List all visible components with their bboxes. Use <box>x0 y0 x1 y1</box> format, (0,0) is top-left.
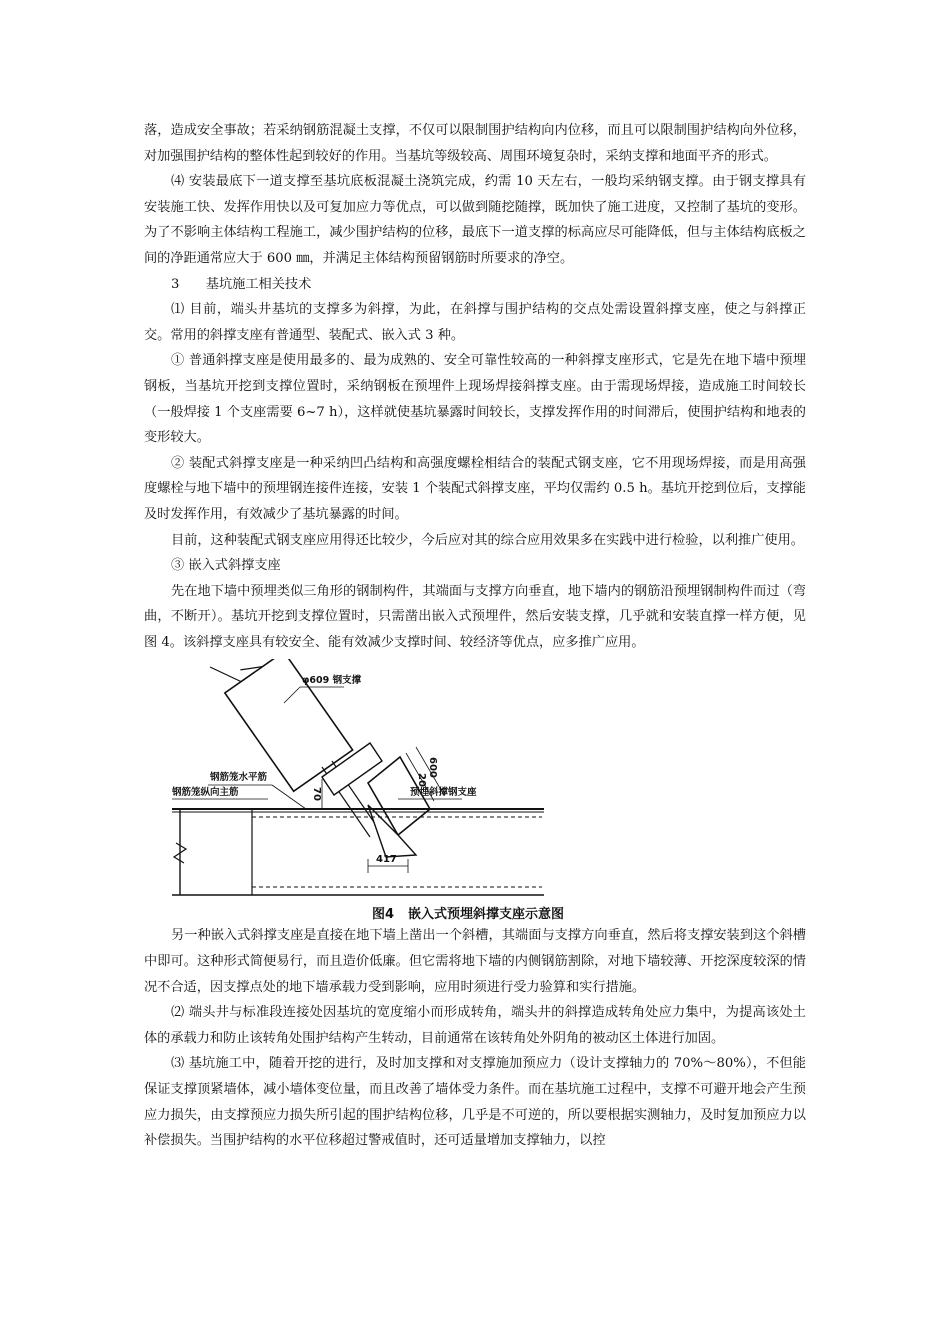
break-line <box>210 667 244 683</box>
caption-text: 嵌入式预埋斜撑支座示意图 <box>408 907 565 923</box>
document-page <box>144 118 806 1154</box>
break-mark <box>174 843 186 863</box>
figure-4 <box>144 659 806 921</box>
top-text-block <box>144 118 806 655</box>
paragraph: ⑵ 端头井与标准段连接处因基坑的宽度缩小而形成转角，端头井的斜撑造成转角处应力集中，为提高该处土体的承载力和防止该转角处围护结构产生转动，目前通常在该转角处外阴角的被动区土体进行加固。 <box>144 1005 806 1046</box>
dimension-417: 417 <box>376 854 397 866</box>
leader-line <box>272 785 306 809</box>
label-steel-strut: φ609 钢支撑 <box>302 675 362 687</box>
dimension-70: 70 <box>311 787 322 802</box>
paragraph: 落，造成安全事故；若采纳钢筋混凝土支撑，不仅可以限制围护结构向内位移，而且可以限制围护结构向外位移，对加强围护结构的整体性起到较好的作用。当基坑等级较高、周围环境复杂时，采纳支撑和地面平齐的形式。 <box>144 123 806 164</box>
caption-number: 图4 <box>371 907 395 923</box>
paragraph: ① 普通斜撑支座是使用最多的、最为成熟的、安全可靠性较高的一种斜撑支座形式，它是先在地下墙中预埋钢板，当基坑开挖到支撑位置时，采纳钢板在预埋件上现场焊接斜撑支座。由于需现场焊接，造成施工时间较长（一般焊接 1 个支座需要 6~7 h），这样就使基坑暴露时间较长，支撑发挥作用的时间滞后，使围护结构和地表的变形较大。 <box>144 353 806 446</box>
paragraph: ⑴ 目前，端头井基坑的支撑多为斜撑，为此，在斜撑与围护结构的交点处需设置斜撑支座，使之与斜撑正交。常用的斜撑支座有普通型、装配式、嵌入式 3 种。 <box>144 302 806 343</box>
embedded-seat-diagram <box>172 659 552 903</box>
bottom-text-block <box>144 923 806 1153</box>
paragraph: ③ 嵌入式斜撑支座 <box>171 558 281 574</box>
paragraph: ⑶ 基坑施工中，随着开挖的进行，及时加支撑和对支撑施加预应力（设计支撑轴力的 70%～80%），不但能保证支撑顶紧墙体，减小墙体变位量，而且改善了墙体受力条件。而在基坑施工过程中，支撑不可避开地会产生预应力损失，由支撑预应力损失所引起的围护结构位移，几乎是不可逆的，所以要根据实测轴力，及时复加预应力以补偿损失。当围护结构的水平位移超过警戒值时，还可适量增加支撑轴力，以控 <box>144 1056 806 1149</box>
paragraph: 先在地下墙中预埋类似三角形的钢制构件，其端面与支撑方向垂直，地下墙内的钢筋沿预埋钢制构件而过（弯曲，不断开）。基坑开挖到支撑位置时，只需凿出嵌入式预埋件，然后安装支撑，几乎就和安装直撑一样方便，见图 4。该斜撑支座具有较安全、能有效减少支撑时间、较经济等优点，应多推广应用。 <box>144 583 806 650</box>
paragraph: ② 装配式斜撑支座是一种采纳凹凸结构和高强度螺栓相结合的装配式钢支座，它不用现场焊接，而是用高强度螺栓与地下墙中的预埋钢连接件连接，安装 1 个装配式斜撑支座，平均仅需约 0.5 h。基坑开挖到位后，支撑能及时发挥作用，有效减少了基坑暴露的时间。 <box>144 455 806 522</box>
section-heading: 3 基坑施工相关技术 <box>171 276 312 292</box>
paragraph: ⑷ 安装最底下一道支撑至基坑底板混凝土浇筑完成，约需 10 天左右，一般均采纳钢支撑。由于钢支撑具有安装施工快、发挥作用快以及可复加应力等优点，可以做到随挖随撑，既加快了施工进度，又控制了基坑的变形。为了不影响主体结构工程施工，减少围护结构的位移，最底下一道支撑的标高应尽可能降低，但与主体结构底板之间的净距通常应大于 600 ㎜，并满足主体结构预留钢筋时所要求的净空。 <box>144 174 806 266</box>
paragraph: 目前，这种装配式钢支座应用得还比较少，今后应对其的综合应用效果多在实践中进行检验，以利推广使用。 <box>171 532 804 548</box>
dimension-600: 600 <box>427 757 438 779</box>
dimension-20: 20 <box>416 773 427 788</box>
label-embedded-seat: 预埋斜撑钢支座 <box>410 787 477 799</box>
paragraph: 另一种嵌入式斜撑支座是直接在地下墙上凿出一个斜槽，其端面与支撑方向垂直，然后将支撑安装到这个斜槽中即可。这种形式简便易行，而且造价低廉。但它需将地下墙的内侧钢筋割除，对地下墙较薄、开挖深度较深的情况不合适，因支撑点处的地下墙承载力受到影响，应用时须进行受力验算和实行措施。 <box>144 928 806 995</box>
label-longitudinal-rebar: 钢筋笼纵向主筋 <box>172 787 239 799</box>
figure-caption <box>144 903 806 922</box>
label-horizontal-rebar: 钢筋笼水平筋 <box>210 772 268 784</box>
